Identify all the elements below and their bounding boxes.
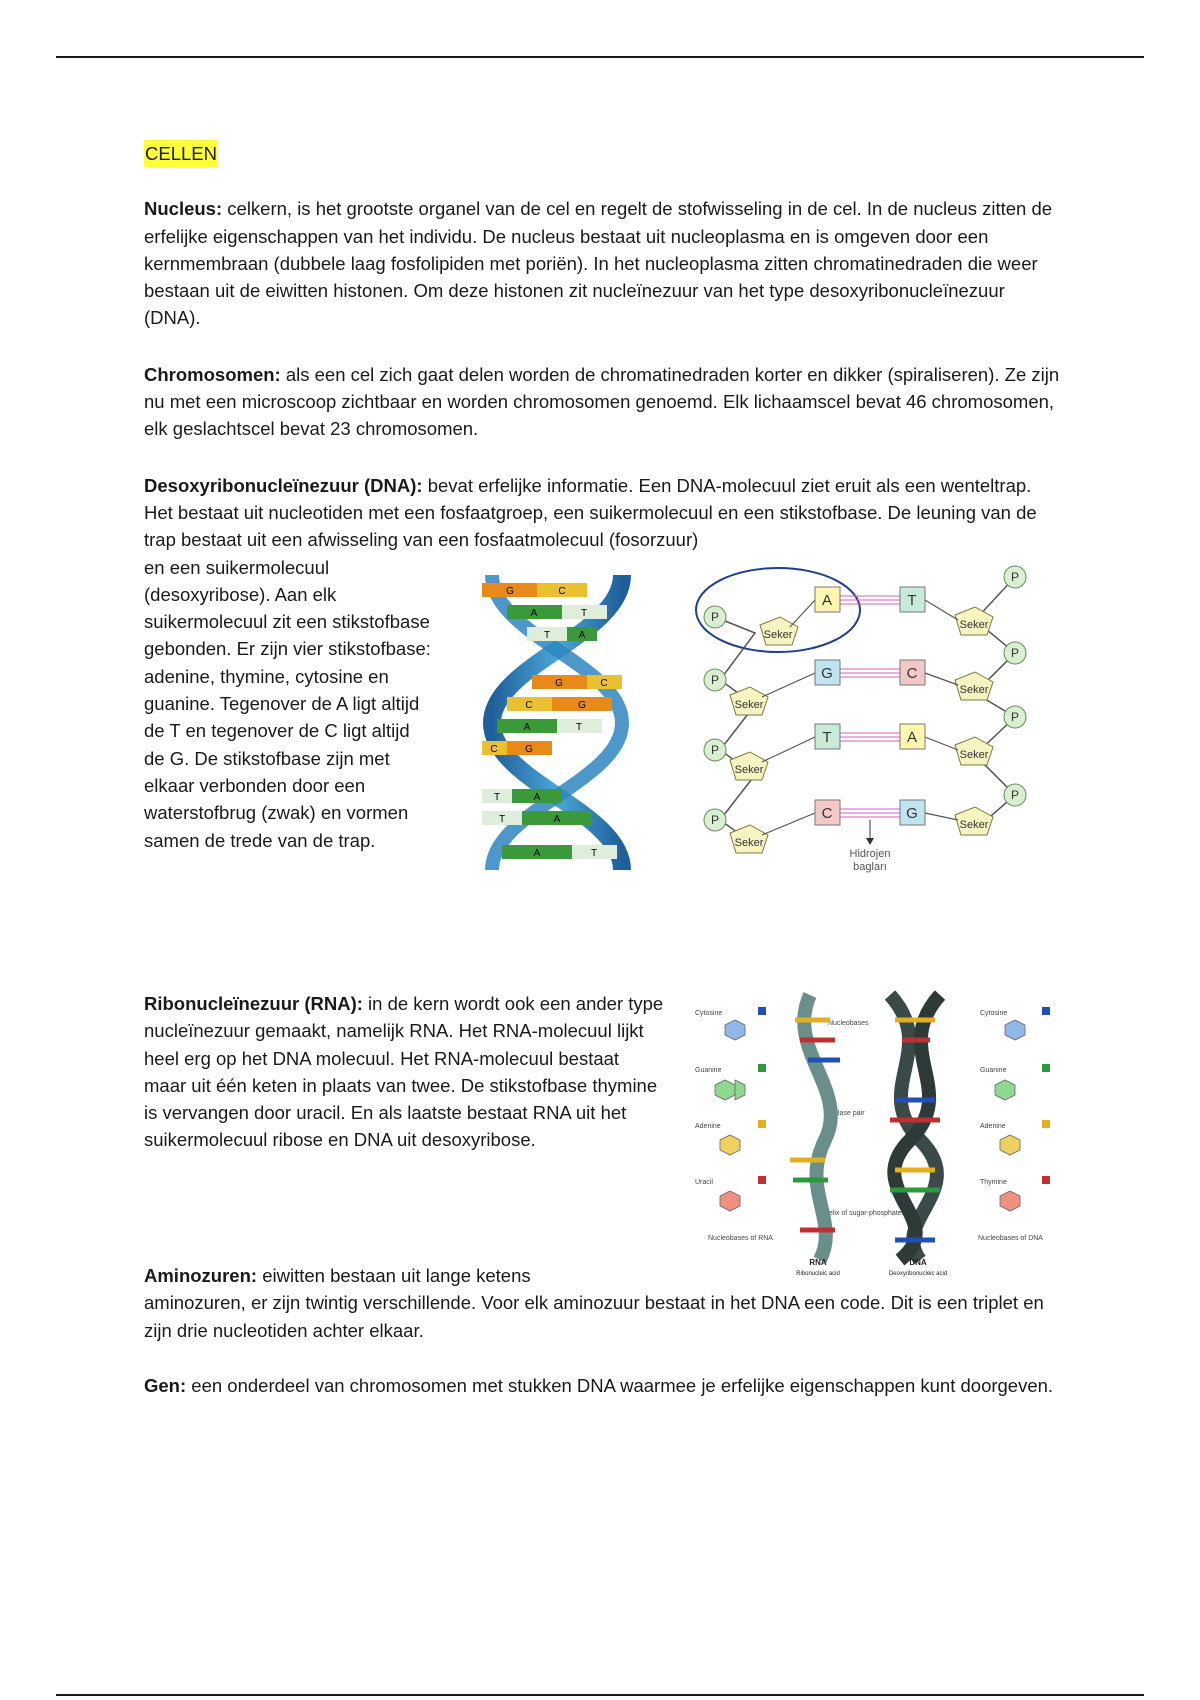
svg-text:Seker: Seker <box>763 629 793 641</box>
thymine-color <box>1042 1176 1050 1184</box>
cytosine-color <box>1042 1007 1050 1015</box>
svg-text:Thymine: Thymine <box>980 1179 1007 1186</box>
paragraph-rna <box>144 990 664 1154</box>
svg-text:T: T <box>580 608 588 619</box>
svg-text:G: G <box>906 805 918 822</box>
text-dna-wide: bevat erfelijke informatie. Een DNA-molecuul ziet eruit als een wenteltrap. Het bestaat uit nucleotiden met een fosfaatgroep, een suikermolecuul en een stikstofbase. De leuning van de trap bestaat uit een afwisseling van een fosfaatmolecuul (fosorzuur) <box>144 474 1037 551</box>
svg-text:G: G <box>506 586 514 597</box>
svg-text:T: T <box>498 814 506 825</box>
svg-text:Uracil: Uracil <box>695 1179 713 1186</box>
svg-text:G: G <box>525 744 533 755</box>
paragraph-aminozuren <box>144 1262 1064 1344</box>
thymine-molecule-icon <box>1000 1191 1020 1211</box>
svg-text:A: A <box>578 630 586 641</box>
page-title: CELLEN <box>144 140 218 167</box>
text-gen: een onderdeel van chromosomen met stukken DNA waarmee je erfelijke eigenschappen kunt doorgeven. <box>186 1375 1054 1396</box>
svg-text:P: P <box>1010 646 1020 660</box>
dna-helix-figure <box>472 575 642 870</box>
rna-dna-figure <box>690 990 1060 1280</box>
svg-text:A: A <box>523 722 531 733</box>
text-aminozuren-rest: aminozuren, er zijn twintig verschillende. Voor elk aminozuur bestaat in het DNA een code. Dit is een triplet en zijn drie nucleotiden achter elkaar. <box>144 1292 1044 1341</box>
svg-text:Seker: Seker <box>734 837 764 849</box>
guanine-molecule-icon <box>735 1080 745 1100</box>
svg-text:A: A <box>533 792 541 803</box>
svg-text:C: C <box>906 665 918 682</box>
svg-text:A: A <box>906 729 918 746</box>
svg-text:Seker: Seker <box>959 619 989 631</box>
svg-text:A: A <box>533 848 541 859</box>
svg-text:Cytosine: Cytosine <box>980 1010 1008 1017</box>
svg-text:Adenine: Adenine <box>980 1123 1006 1130</box>
cytosine-molecule-icon <box>1005 1020 1025 1040</box>
guanine-color <box>1042 1064 1050 1072</box>
adenine-molecule-icon <box>720 1135 740 1155</box>
adenine-molecule-icon <box>1000 1135 1020 1155</box>
svg-text:P: P <box>1010 570 1020 584</box>
hbond-label: Hidrojen <box>849 848 891 860</box>
svg-text:Guanine: Guanine <box>695 1067 722 1074</box>
svg-text:G: G <box>578 700 586 711</box>
svg-text:T: T <box>590 848 598 859</box>
guanine-molecule-icon <box>995 1080 1015 1100</box>
svg-text:T: T <box>822 729 832 746</box>
paragraph-gen <box>144 1372 1064 1399</box>
svg-text:Nucleobases: Nucleobases <box>828 1020 869 1027</box>
svg-text:P: P <box>1010 710 1020 724</box>
svg-text:T: T <box>493 792 501 803</box>
svg-text:RNA: RNA <box>809 1258 827 1267</box>
svg-text:T: T <box>907 592 917 609</box>
svg-text:T: T <box>575 722 583 733</box>
text-chromosomen: als een cel zich gaat delen worden de chromatinedraden korter en dikker (spiraliseren). Ze zijn nu met een microscoop zichtbaar en worden chromosomen genoemd. Elk lichaamscel bevat 46 chromosomen, elk geslachtscel bevat 23 chromosomen. <box>144 363 1060 440</box>
term-dna: Desoxyribonucleïnezuur (DNA): <box>144 474 423 496</box>
cytosine-molecule-icon <box>725 1020 745 1040</box>
term-gen: Gen: <box>144 1375 187 1396</box>
text-nucleus: celkern, is het grootste organel van de cel en regelt de stofwisseling in de cel. In de nucleus zitten de erfelijke eigenschappen van het individu. De nucleus bestaat uit nucleoplasma en is omgeven door een kernmembraan (dubbele laag fosfolipiden met poriën). In het nucleoplasma zitten chromatinedraden die weer bestaan uit de eiwitten histonen. Om deze histonen zit nucleïnezuur van het type desoxyribonucleïnezuur (DNA). <box>144 198 1053 329</box>
svg-text:Ribonucleic acid: Ribonucleic acid <box>796 1271 840 1277</box>
guanine-color <box>758 1064 766 1072</box>
svg-text:Seker: Seker <box>734 699 764 711</box>
svg-text:C: C <box>525 700 533 711</box>
svg-text:G: G <box>555 678 563 689</box>
cytosine-color <box>758 1007 766 1015</box>
term-chromosomen: Chromosomen: <box>144 363 281 385</box>
paragraph-chromosomen <box>144 361 1064 443</box>
hbond-label-2: bagları <box>853 861 887 873</box>
svg-text:C: C <box>558 586 566 597</box>
svg-text:Nucleobases of DNA: Nucleobases of DNA <box>978 1235 1043 1242</box>
text-dna-narrow: en een suikermolecuul (desoxyribose). Aan elk suikermolecuul zit een stikstofbase gebonden. Er zijn vier stikstofbase: adenine, thymine, cytosine en guanine. Tegenover de A ligt altijd de T en tegenover de C ligt altijd de G. De stikstofbase zijn met elkaar verbonden door een waterstofbrug (zwak) en vormen samen de trede van de trap. <box>144 556 431 851</box>
svg-text:P: P <box>710 743 720 757</box>
dna-strand-2 <box>894 995 940 1260</box>
adenine-color <box>1042 1120 1050 1128</box>
svg-text:helix of sugar-phosphates: helix of sugar-phosphates <box>825 1210 906 1217</box>
svg-text:G: G <box>821 665 833 682</box>
uracil-color <box>758 1176 766 1184</box>
svg-text:Seker: Seker <box>959 819 989 831</box>
rna-strand <box>804 995 831 1260</box>
svg-text:P: P <box>1010 788 1020 802</box>
svg-text:Seker: Seker <box>959 749 989 761</box>
svg-text:Guanine: Guanine <box>980 1067 1007 1074</box>
svg-text:T: T <box>543 630 551 641</box>
text-rna: in de kern wordt ook een ander type nucleïnezuur gemaakt, namelijk RNA. Het RNA-molecuul lijkt heel erg op het DNA molecuul. Het RNA-molecuul bestaat maar uit één keten in plaats van twee. De stikstofbase thymine is vervangen door uracil. En als laatste bestaat RNA uit het suikermolecuul ribose en DNA uit desoxyribose. <box>144 993 664 1151</box>
svg-text:A: A <box>530 608 538 619</box>
dna-ladder-figure <box>690 565 1040 880</box>
header-rule <box>56 56 1144 58</box>
svg-text:Seker: Seker <box>959 684 989 696</box>
guanine-molecule-icon <box>715 1080 735 1100</box>
svg-text:P: P <box>710 610 720 624</box>
hydrogen-bonds <box>840 596 900 817</box>
svg-text:A: A <box>553 814 561 825</box>
svg-text:C: C <box>490 744 498 755</box>
text-aminozuren-line1: eiwitten bestaan uit lange ketens <box>257 1265 531 1286</box>
paragraph-nucleus <box>144 195 1064 331</box>
term-nucleus: Nucleus: <box>144 198 223 220</box>
svg-text:C: C <box>600 678 608 689</box>
svg-text:Cytosine: Cytosine <box>695 1010 723 1017</box>
svg-text:Deoxyribonucleic acid: Deoxyribonucleic acid <box>888 1271 948 1277</box>
paragraph-dna-wide <box>144 472 1064 554</box>
uracil-molecule-icon <box>720 1191 740 1211</box>
svg-text:A: A <box>821 592 833 609</box>
svg-text:Nucleobases of RNA: Nucleobases of RNA <box>708 1235 773 1242</box>
svg-text:Base pair: Base pair <box>835 1110 865 1117</box>
footer-rule <box>56 1694 1144 1696</box>
term-aminozuren: Aminozuren: <box>144 1265 258 1286</box>
svg-text:P: P <box>710 813 720 827</box>
svg-text:C: C <box>821 805 833 822</box>
svg-text:P: P <box>710 673 720 687</box>
svg-text:Seker: Seker <box>734 764 764 776</box>
svg-text:Adenine: Adenine <box>695 1123 721 1130</box>
adenine-color <box>758 1120 766 1128</box>
term-rna: Ribonucleïnezuur (RNA): <box>144 993 363 1014</box>
svg-text:DNA: DNA <box>909 1258 927 1267</box>
